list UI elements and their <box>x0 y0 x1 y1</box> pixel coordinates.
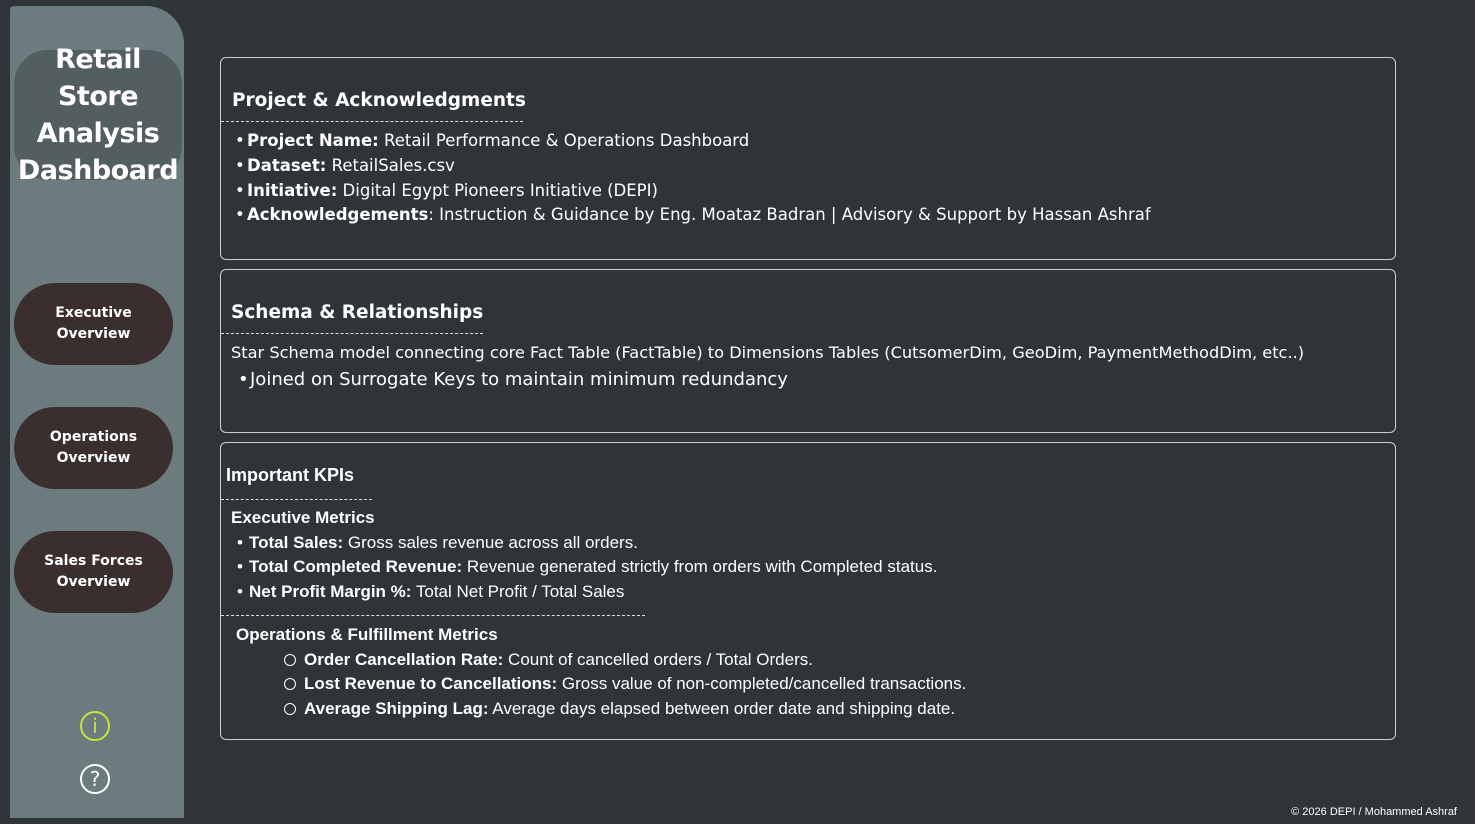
circle-bullet-icon <box>284 703 296 715</box>
kpis-heading: Important KPIs <box>226 465 355 485</box>
operations-metrics-heading: Operations & Fulfillment Metrics <box>236 625 498 644</box>
project-item: • Initiative: Digital Egypt Pioneers Initiative (DEPI) <box>235 181 658 200</box>
dashboard-title: Retail Store Analysis Dashboard <box>14 50 182 180</box>
sidebar <box>10 6 184 818</box>
nav-operations-overview[interactable]: Operations Overview <box>14 407 173 489</box>
schema-card <box>220 269 1396 433</box>
nav-sales-forces-overview[interactable]: Sales Forces Overview <box>14 531 173 613</box>
footer-copyright: © 2026 DEPI / Mohammed Ashraf <box>1291 806 1457 818</box>
schema-text: Star Schema model connecting core Fact Table (FactTable) to Dimensions Tables (CutsomerDim, GeoDim, PaymentMethodDim, etc..) <box>231 343 1305 362</box>
divider <box>221 333 483 334</box>
operations-metric-item: Lost Revenue to Cancellations: Gross value of non-completed/cancelled transactions. <box>284 674 966 694</box>
schema-heading: Schema & Relationships <box>231 302 484 323</box>
kpis-card <box>220 442 1396 740</box>
project-heading: Project & Acknowledgments <box>232 90 526 111</box>
schema-bullet: •Joined on Surrogate Keys to maintain minimum redundancy <box>238 369 788 390</box>
nav-executive-overview[interactable]: Executive Overview <box>14 283 173 365</box>
project-item: • Acknowledgements: Instruction & Guidance by Eng. Moataz Badran | Advisory & Support by Hassan Ashraf <box>235 205 1151 224</box>
executive-metric-item: • Net Profit Margin %: Total Net Profit / Total Sales <box>237 582 625 601</box>
circle-bullet-icon <box>284 678 296 690</box>
executive-metrics-heading: Executive Metrics <box>231 508 375 527</box>
executive-metric-item: • Total Sales: Gross sales revenue across all orders. <box>237 533 638 552</box>
divider <box>221 499 372 500</box>
info-icon[interactable]: i <box>80 711 110 741</box>
divider <box>221 615 645 616</box>
divider <box>221 121 523 122</box>
project-card <box>220 57 1396 260</box>
help-icon[interactable]: ? <box>80 764 110 794</box>
operations-metric-item: Average Shipping Lag: Average days elapsed between order date and shipping date. <box>284 699 955 719</box>
project-item: • Dataset: RetailSales.csv <box>235 156 455 175</box>
circle-bullet-icon <box>284 654 296 666</box>
operations-metric-item: Order Cancellation Rate: Count of cancelled orders / Total Orders. <box>284 650 813 670</box>
executive-metric-item: • Total Completed Revenue: Revenue generated strictly from orders with Completed status. <box>237 557 938 576</box>
project-item: • Project Name: Retail Performance & Operations Dashboard <box>235 131 750 150</box>
